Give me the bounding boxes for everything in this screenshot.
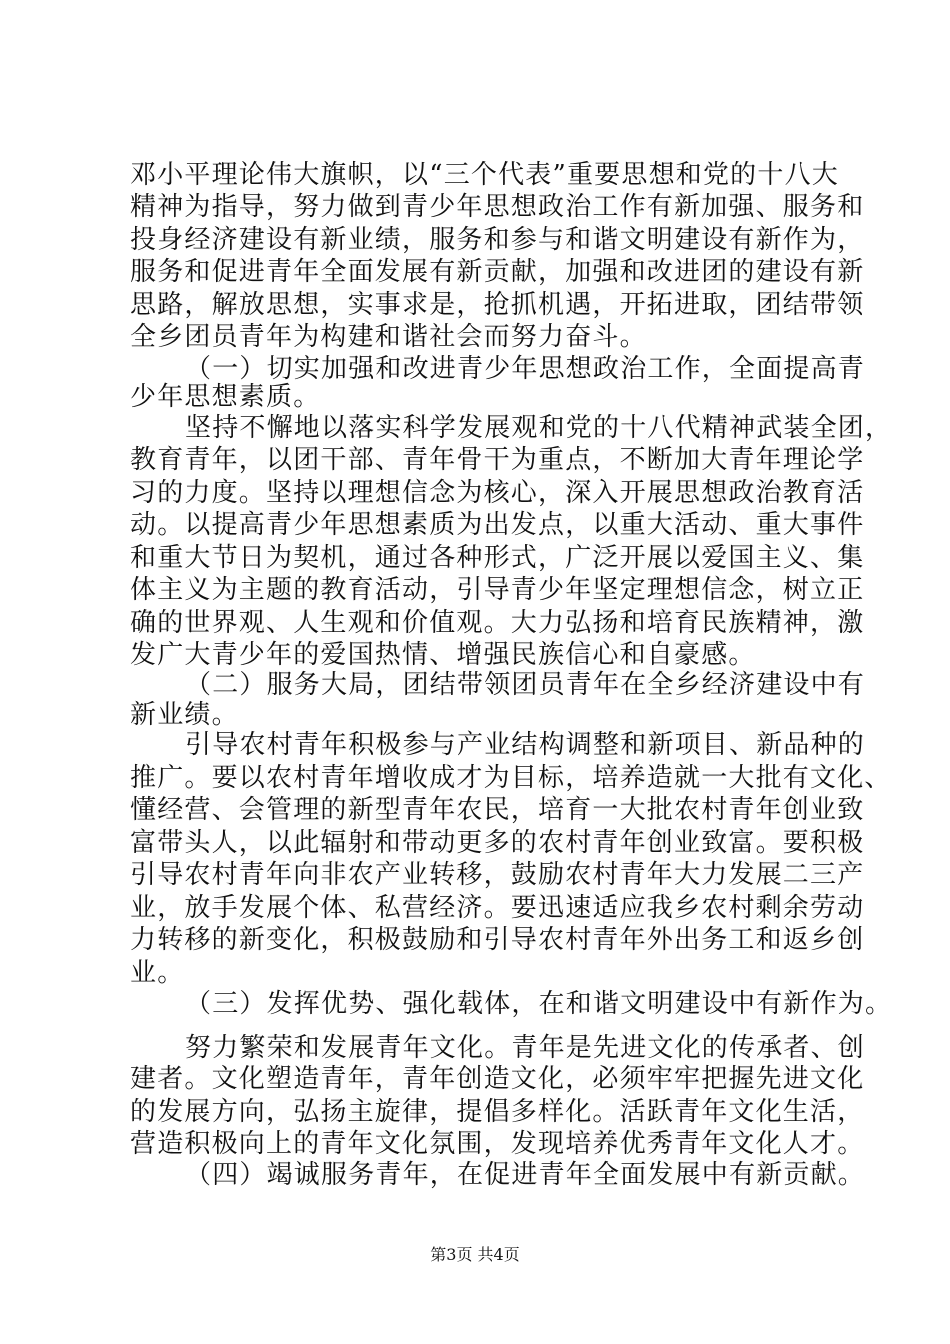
- text-line: 业。: [130, 958, 185, 988]
- text-line: 富带头人，以此辐射和带动更多的农村青年创业致富。要积极: [130, 828, 865, 858]
- text-line: 建者。文化塑造青年，青年创造文化，必须牢牢把握先进文化: [130, 1064, 865, 1094]
- text-line: 引导农村青年积极参与产业结构调整和新项目、新品种的: [185, 730, 866, 760]
- text-line: 精神为指导，努力做到青少年思想政治工作有新加强、服务和: [130, 192, 865, 222]
- text-line: 确的世界观、人生观和价值观。大力弘扬和培育民族精神，激: [130, 608, 865, 638]
- text-line: 引导农村青年向非农产业转移，鼓励农村青年大力发展二三产: [130, 860, 865, 890]
- text-line: 业，放手发展个体、私营经济。要迅速适应我乡农村剩余劳动: [130, 893, 865, 923]
- page-number-footer: 第3页 共4页: [430, 1245, 520, 1264]
- text-line: 发广大青少年的爱国热情、增强民族信心和自豪感。: [130, 640, 756, 670]
- text-line: 懂经营、会管理的新型青年农民，培育一大批农村青年创业致: [130, 795, 865, 825]
- section-heading: （三）发挥优势、强化载体，在和谐文明建设中有新作为。: [185, 989, 893, 1019]
- text-line: 全乡团员青年为构建和谐社会而努力奋斗。: [130, 322, 647, 352]
- section-heading: （四）竭诚服务青年，在促进青年全面发展中有新贡献。: [185, 1160, 866, 1190]
- text-line: 教育青年，以团干部、青年骨干为重点，不断加大青年理论学: [130, 445, 865, 475]
- text-line: 营造积极向上的青年文化氛围，发现培养优秀青年文化人才。: [130, 1129, 865, 1159]
- text-line: 的发展方向，弘扬主旋律，提倡多样化。活跃青年文化生活，: [130, 1097, 865, 1127]
- section-heading-continuation: 少年思想素质。: [130, 382, 321, 412]
- text-line: 推广。要以农村青年增收成才为目标，培养造就一大批有文化、: [130, 763, 892, 793]
- text-line: 投身经济建设有新业绩，服务和参与和谐文明建设有新作为，: [130, 225, 865, 255]
- text-line: 坚持不懈地以落实科学发展观和党的十八代精神武装全团，: [185, 413, 893, 443]
- text-line: 动。以提高青少年思想素质为出发点，以重大活动、重大事件: [130, 510, 865, 540]
- section-heading-continuation: 新业绩。: [130, 700, 239, 730]
- text-line: 和重大节日为契机，通过各种形式，广泛开展以爱国主义、集: [130, 543, 865, 573]
- text-line: 努力繁荣和发展青年文化。青年是先进文化的传承者、创: [185, 1033, 866, 1063]
- text-line: 思路，解放思想，实事求是，抢抓机遇，开拓进取，团结带领: [130, 290, 865, 320]
- text-line: 习的力度。坚持以理想信念为核心，深入开展思想政治教育活: [130, 478, 865, 508]
- text-line: 服务和促进青年全面发展有新贡献，加强和改进团的建设有新: [130, 257, 865, 287]
- text-line: 体主义为主题的教育活动，引导青少年坚定理想信念，树立正: [130, 575, 865, 605]
- section-heading: （二）服务大局，团结带领团员青年在全乡经济建设中有: [185, 670, 866, 700]
- text-line: 力转移的新变化，积极鼓励和引导农村青年外出务工和返乡创: [130, 925, 865, 955]
- text-line: 邓小平理论伟大旗帜，以“三个代表”重要思想和党的十八大: [130, 160, 839, 190]
- section-heading: （一）切实加强和改进青少年思想政治工作，全面提高青: [185, 354, 866, 384]
